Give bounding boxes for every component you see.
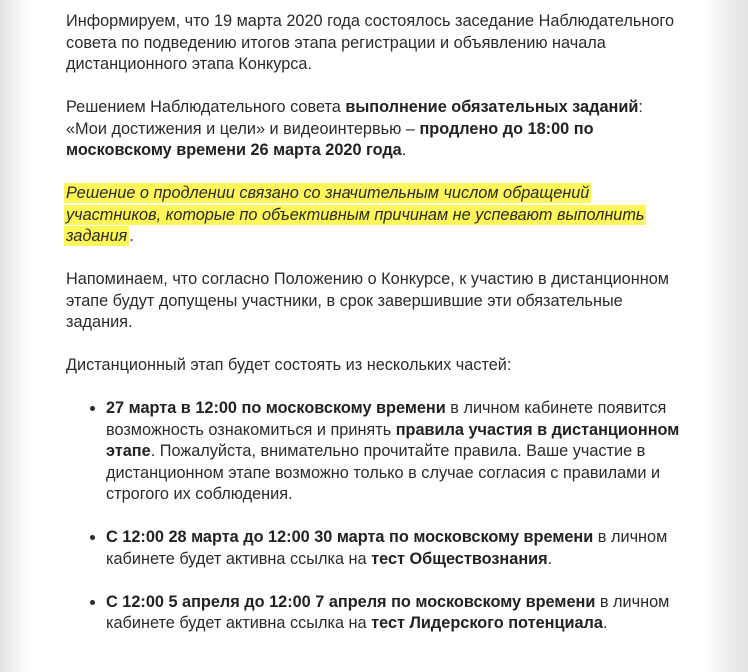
part-2-bold-1: С 12:00 28 марта до 12:00 30 марта по московскому времени — [106, 528, 594, 546]
decision-bold-2: продлено до 18:00 по московскому времени 26 марта 2020 года — [66, 119, 594, 159]
decision-bold-1: выполнение обязательных заданий — [345, 98, 639, 116]
parts-intro-text: Дистанционный этап будет состоять из нескольких частей: — [66, 356, 512, 374]
intro-paragraph — [66, 11, 686, 76]
part-1-text-1: в личном кабинете появится возможность ознакомиться и принять — [106, 399, 667, 439]
part-3-bold-2: тест Лидерского потенциала — [371, 614, 603, 632]
highlight-paragraph — [66, 183, 686, 248]
part-1-bold-1: 27 марта в 12:00 по московскому времени — [106, 399, 446, 417]
list-item — [106, 592, 686, 635]
decision-text-3: . — [401, 141, 407, 159]
list-item — [106, 527, 686, 570]
decision-text-2: : «Мои достижения и цели» и видеоинтервью – — [66, 98, 643, 138]
part-3-text-2: . — [602, 614, 608, 632]
highlighted-text: Решение о продлении связано со значительным числом обращений участников, которые по объективным причинам не успевают выполнить задания — [66, 184, 645, 245]
parts-intro-paragraph — [66, 355, 686, 377]
part-2-bold-2: тест Обществознания — [371, 549, 548, 568]
part-2-text-2: . — [547, 549, 553, 568]
part-3-bold-1: С 12:00 5 апреля до 12:00 7 апреля по московскому времени — [106, 592, 596, 611]
decision-paragraph — [66, 97, 686, 162]
part-3-text-1: в личном кабинете будет активна ссылка на — [106, 592, 670, 632]
reminder-paragraph — [66, 269, 686, 334]
part-2-text-1: в личном кабинете будет активна ссылка на — [106, 528, 668, 568]
intro-text: Информируем, что 19 марта 2020 года состоялось заседание Наблюдательного совета по подведению итогов этапа регистрации и объявлению начала дистанционного этапа Конкурса. — [66, 12, 675, 73]
announcement-text — [66, 11, 686, 656]
list-item — [106, 398, 686, 506]
email-body — [28, 0, 706, 672]
highlight-tail: . — [129, 227, 134, 245]
parts-list — [66, 398, 686, 635]
part-1-text-2: . Пожалуйста, внимательно прочитайте правила. Ваше участие в дистанционном этапе возможно только в случае согласия с правилами и строгого их соблюдения. — [106, 442, 661, 503]
reminder-text: Напоминаем, что согласно Положению о Конкурсе, к участию в дистанционном этапе будут допущены участники, в срок завершившие эти обязательные задания. — [66, 270, 669, 331]
decision-text-1: Решением Наблюдательного совета — [66, 98, 346, 116]
part-1-bold-2: правила участия в дистанционном этапе — [106, 420, 680, 460]
